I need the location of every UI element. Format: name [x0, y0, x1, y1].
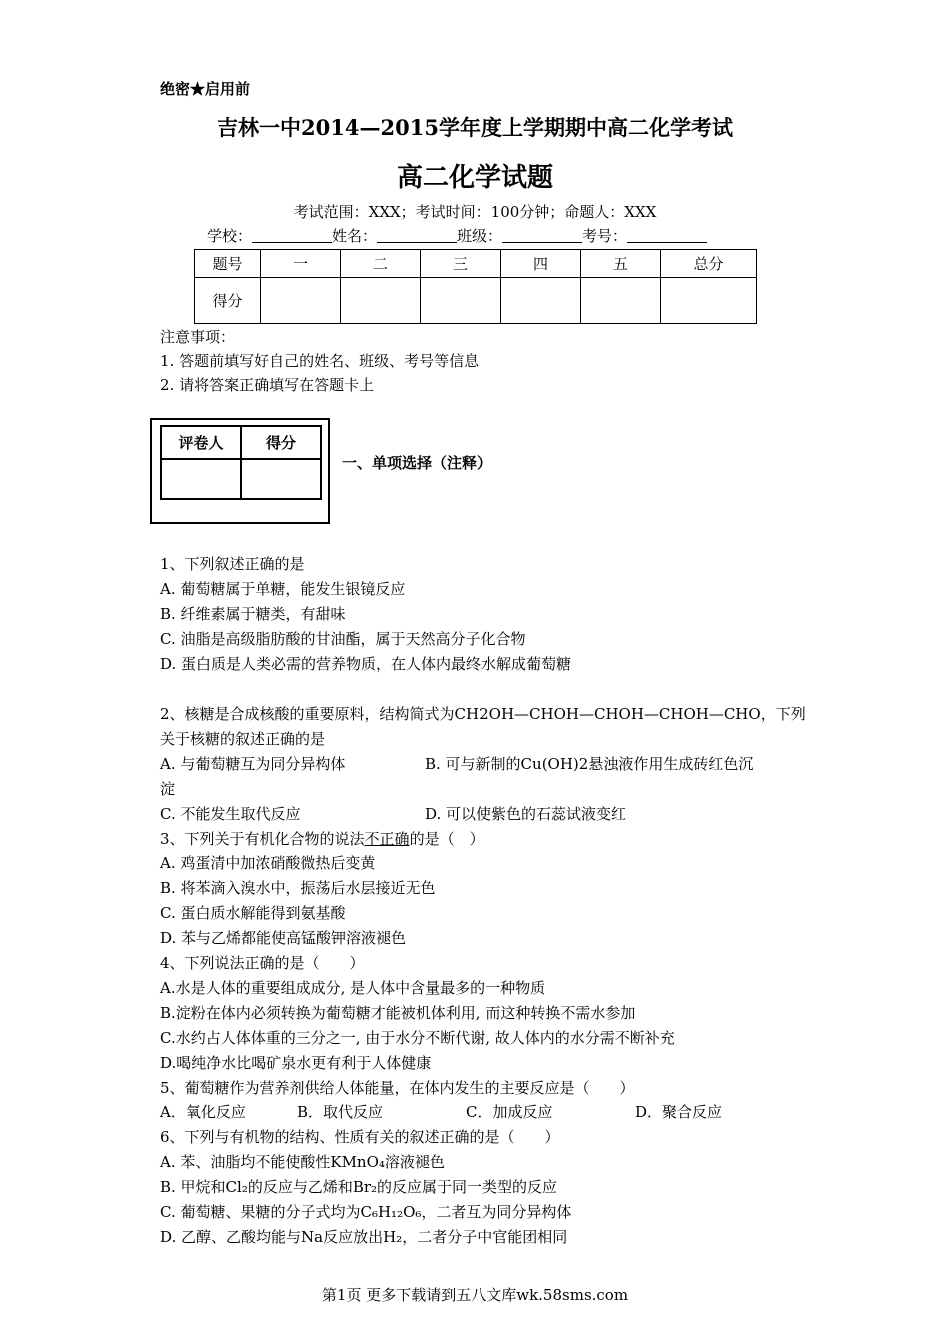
exam-title: 吉林一中2014—2015学年度上学期期中高二化学考试	[217, 115, 733, 140]
score-cell[interactable]	[341, 278, 421, 324]
question-3-option-c: C. 蛋白质水解能得到氨基酸	[160, 904, 346, 922]
question-1-option-d: D. 蛋白质是人类必需的营养物质，在人体内最终水解成葡萄糖	[160, 655, 572, 673]
question-4-option-d: D.喝纯净水比喝矿泉水更有利于人体健康	[160, 1054, 432, 1072]
grader-table	[160, 425, 322, 500]
question-4-option-c: C.水约占人体体重的三分之一, 由于水分不断代谢, 故人体内的水分需不断补充	[160, 1029, 675, 1047]
question-6-option-a: A. 苯、油脂均不能使酸性KMnO₄溶液褪色	[160, 1153, 445, 1171]
question-6-stem: 6、下列与有机物的结构、性质有关的叙述正确的是（ ）	[160, 1128, 560, 1146]
score-cell[interactable]	[261, 278, 341, 324]
question-3-stem-emphasis: 不正确	[364, 830, 410, 848]
question-3-option-a: A. 鸡蛋清中加浓硝酸微热后变黄	[160, 854, 376, 872]
school-blank[interactable]	[252, 228, 332, 243]
question-4-stem: 4、下列说法正确的是（ ）	[160, 954, 365, 972]
grader-score-cell[interactable]	[241, 459, 321, 499]
question-1-stem: 1、下列叙述正确的是	[160, 555, 305, 573]
note-item: 2. 请将答案正确填写在答题卡上	[160, 376, 375, 394]
question-3-option-b: B. 将苯滴入溴水中，振荡后水层接近无色	[160, 879, 436, 897]
question-2-option-d: D. 可以使紫色的石蕊试液变红	[425, 805, 627, 823]
class-blank[interactable]	[502, 228, 582, 243]
score-cell[interactable]	[661, 278, 757, 324]
secret-mark: 绝密★启用前	[160, 80, 251, 98]
question-3-stem-pre: 3、下列关于有机化合物的说法	[160, 830, 365, 848]
score-row-label: 得分	[195, 278, 261, 324]
question-3-stem-post: 的是（ ）	[409, 830, 485, 848]
grader-name-cell[interactable]	[161, 459, 241, 499]
number-label: 考号：	[582, 227, 628, 245]
page-footer: 第1页 更多下载请到五八文库wk.58sms.com	[321, 1286, 629, 1304]
question-2-option-a: A. 与葡萄糖互为同分异构体	[160, 755, 346, 773]
question-1-option-a: A. 葡萄糖属于单糖，能发生银镜反应	[160, 580, 406, 598]
score-header-cell: 二	[341, 250, 421, 278]
question-5-option-d: D．聚合反应	[635, 1103, 723, 1121]
question-5-option-a: A．氧化反应	[160, 1103, 246, 1121]
grader-label: 评卷人	[161, 426, 241, 459]
score-header-cell: 题号	[195, 250, 261, 278]
question-3-stem	[160, 829, 485, 849]
question-1-option-c: C. 油脂是高级脂肪酸的甘油酯，属于天然高分子化合物	[160, 630, 526, 648]
name-blank[interactable]	[377, 228, 457, 243]
score-table	[194, 249, 757, 324]
question-4-option-a: A.水是人体的重要组成成分, 是人体中含量最多的一种物质	[160, 979, 546, 997]
score-table-score-row	[195, 278, 757, 324]
score-header-cell: 一	[261, 250, 341, 278]
school-label: 学校：	[207, 227, 253, 245]
question-2-option-b-cont: 淀	[160, 780, 176, 798]
question-2-option-c: C. 不能发生取代反应	[160, 805, 301, 823]
score-cell[interactable]	[421, 278, 501, 324]
question-2-option-b: B. 可与新制的Cu(OH)2悬浊液作用生成砖红色沉	[425, 755, 754, 773]
question-5-option-b: B．取代反应	[297, 1103, 384, 1121]
section-heading: 一、单项选择（注释）	[342, 454, 493, 472]
question-1-option-b: B. 纤维素属于糖类，有甜味	[160, 605, 346, 623]
score-header-cell: 总分	[661, 250, 757, 278]
score-table-header-row	[195, 250, 757, 278]
question-4-option-b: B.淀粉在体内必须转换为葡萄糖才能被机体利用, 而这种转换不需水参加	[160, 1004, 636, 1022]
question-2-stem: 2、核糖是合成核酸的重要原料，结构简式为CH2OH—CHOH—CHOH—CHOH—CHO，下列	[160, 705, 806, 723]
exam-info: 考试范围：XXX；考试时间：100分钟；命题人：XXX	[293, 203, 657, 221]
score-header-cell: 四	[501, 250, 581, 278]
question-2-stem-cont: 关于核糖的叙述正确的是	[160, 730, 326, 748]
class-label: 班级：	[457, 227, 503, 245]
student-info-line	[207, 225, 707, 246]
question-5-option-c: C．加成反应	[466, 1103, 553, 1121]
question-6-option-d: D. 乙醇、乙酸均能与Na反应放出H₂，二者分子中官能团相同	[160, 1228, 568, 1246]
name-label: 姓名：	[332, 227, 378, 245]
score-header-cell: 三	[421, 250, 501, 278]
score-cell[interactable]	[581, 278, 661, 324]
notes-title: 注意事项：	[160, 328, 236, 346]
number-blank[interactable]	[627, 228, 707, 243]
score-header-cell: 五	[581, 250, 661, 278]
question-5-stem: 5、葡萄糖作为营养剂供给人体能量，在体内发生的主要反应是（ ）	[160, 1079, 635, 1097]
score-cell[interactable]	[501, 278, 581, 324]
subject-title: 高二化学试题	[396, 163, 553, 193]
question-3-option-d: D. 苯与乙烯都能使高锰酸钾溶液褪色	[160, 929, 407, 947]
question-6-option-c: C. 葡萄糖、果糖的分子式均为C₆H₁₂O₆，二者互为同分异构体	[160, 1203, 572, 1221]
question-6-option-b: B. 甲烷和Cl₂的反应与乙烯和Br₂的反应属于同一类型的反应	[160, 1178, 558, 1196]
grader-score-label: 得分	[241, 426, 321, 459]
note-item: 1. 答题前填写好自己的姓名、班级、考号等信息	[160, 352, 480, 370]
